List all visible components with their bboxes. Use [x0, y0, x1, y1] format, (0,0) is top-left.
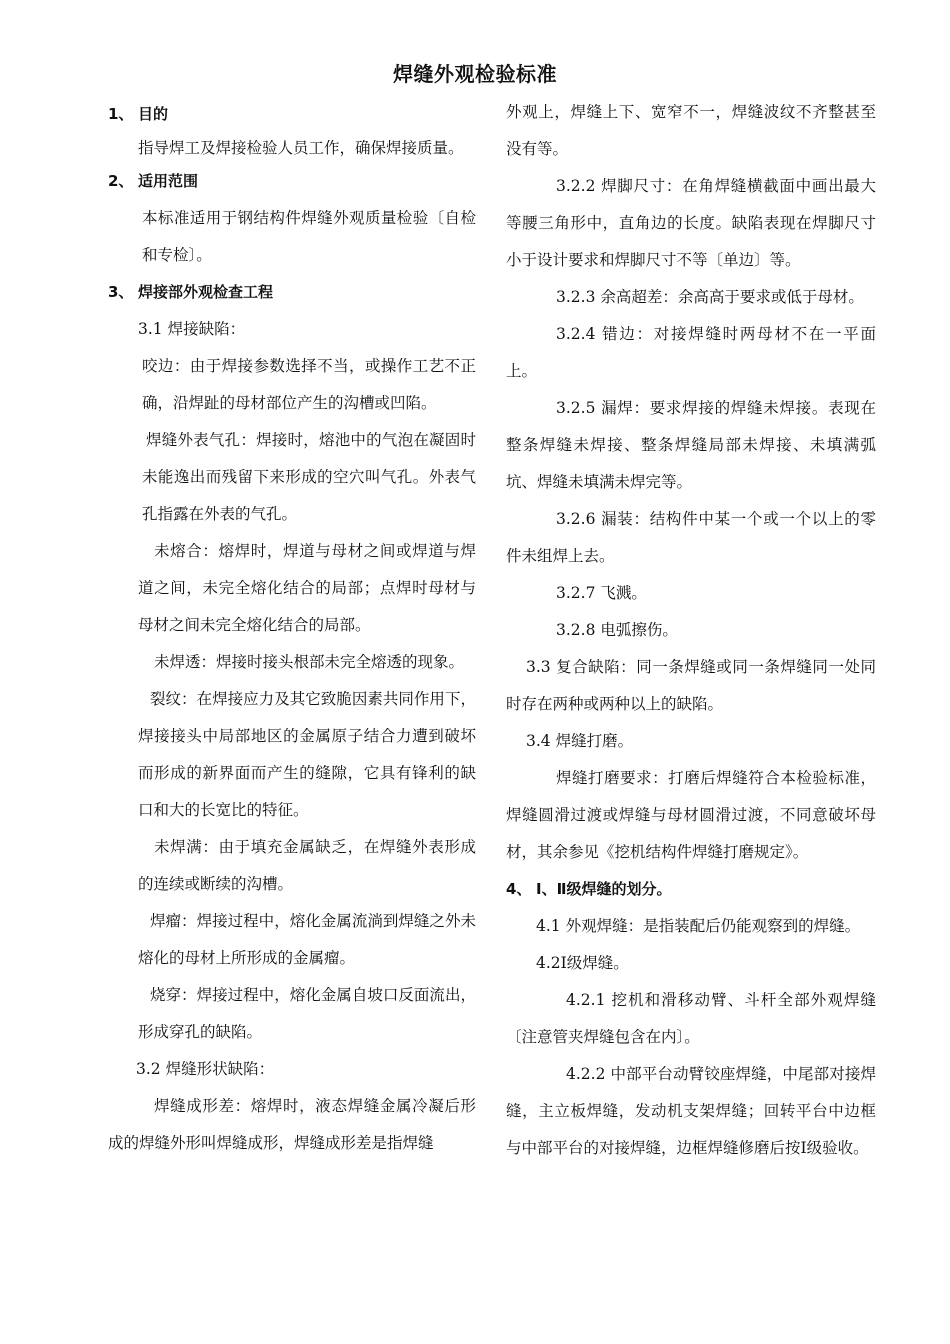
section-heading-weld-grades [506, 871, 876, 908]
item-4-2: 4.2Ⅰ级焊缝。 [536, 954, 629, 972]
item-3-2-6: 3.2.6 漏装：结构件中某一个或一个以上的零件未组焊上去。 [506, 510, 876, 565]
defect-undercut: 咬边：由于焊接参数选择不当，或操作工艺不正确，沿焊趾的母材部位产生的沟槽或凹陷。 [142, 357, 476, 412]
defect-underfill: 未焊满：由于填充金属缺乏，在焊缝外表形成的连续或断续的沟槽。 [138, 838, 476, 893]
subsection-3-3: 3.3 复合缺陷：同一条焊缝或同一条焊缝同一处同时存在两种或两种以上的缺陷。 [506, 658, 876, 713]
section-title: 目的 [138, 105, 169, 123]
item-4-1: 4.1 外观焊缝：是指装配后仍能观察到的焊缝。 [536, 917, 861, 935]
section-heading-purpose [108, 96, 476, 133]
purpose-text: 指导焊工及焊接检验人员工作，确保焊接质量。 [138, 139, 464, 157]
left-column [108, 96, 476, 1162]
defect-overlap: 焊瘤：焊接过程中，熔化金属流淌到焊缝之外未熔化的母材上所形成的金属瘤。 [138, 912, 476, 967]
section-number: 1、 [108, 105, 134, 123]
item-3-2-5: 3.2.5 漏焊：要求焊接的焊缝未焊接。表现在整条焊缝未焊接、整条焊缝局部未焊接、未填满弧坑、焊缝未填满未焊完等。 [506, 399, 876, 491]
subsection-3-1: 3.1 焊接缺陷： [138, 320, 246, 338]
item-3-2-7: 3.2.7 飞溅。 [556, 584, 647, 602]
right-column [506, 94, 876, 1167]
item-3-2-8: 3.2.8 电弧擦伤。 [556, 621, 678, 639]
subsection-3-2: 3.2 焊缝形状缺陷： [136, 1060, 275, 1078]
section-number: 3、 [108, 283, 134, 301]
section-title: Ⅰ、Ⅱ级焊缝的划分。 [536, 880, 672, 898]
defect-lack-of-penetration: 未焊透：焊接时接头根部未完全熔透的现象。 [154, 653, 465, 671]
subsection-3-4: 3.4 焊缝打磨。 [526, 732, 634, 750]
document-title: 焊缝外观检验标准 [393, 62, 557, 86]
section-heading-inspection [108, 274, 476, 311]
poor-shape-continued: 外观上，焊缝上下、宽窄不一，焊缝波纹不齐整甚至没有等。 [506, 103, 876, 158]
defect-poor-shape: 焊缝成形差：熔焊时，液态焊缝金属冷凝后形成的焊缝外形叫焊缝成形，焊缝成形差是指焊缝 [108, 1097, 476, 1152]
grinding-requirement: 焊缝打磨要求：打磨后焊缝符合本检验标准，焊缝圆滑过渡或焊缝与母材圆滑过渡，不同意破坏母材，其余参见《挖机结构件焊缝打磨规定》。 [506, 769, 876, 861]
section-heading-scope [108, 163, 476, 200]
item-4-2-2: 4.2.2 中部平台动臂铰座焊缝，中尾部对接焊缝，主立板焊缝，发动机支架焊缝；回转平台中边框与中部平台的对接焊缝，边框焊缝修磨后按Ⅰ级验收。 [506, 1065, 876, 1157]
section-title: 适用范围 [138, 172, 199, 190]
scope-text: 本标准适用于钢结构件焊缝外观质量检验〔自检和专检〕。 [142, 209, 476, 264]
item-3-2-3: 3.2.3 余高超差：余高高于要求或低于母材。 [556, 288, 864, 306]
item-3-2-2: 3.2.2 焊脚尺寸：在角焊缝横截面中画出最大等腰三角形中，直角边的长度。缺陷表现在焊脚尺寸小于设计要求和焊脚尺寸不等〔单边〕等。 [506, 177, 876, 269]
defect-porosity: 焊缝外表气孔：焊接时，熔池中的气泡在凝固时未能逸出而残留下来形成的空穴叫气孔。外表气孔指露在外表的气孔。 [142, 431, 476, 523]
defect-burn-through: 烧穿：焊接过程中，熔化金属自坡口反面流出，形成穿孔的缺陷。 [138, 986, 476, 1041]
section-number: 4、 [506, 880, 532, 898]
section-title: 焊接部外观检查工程 [138, 283, 274, 301]
defect-lack-of-fusion: 未熔合：熔焊时，焊道与母材之间或焊道与焊道之间，未完全熔化结合的局部；点焊时母材与母材之间未完全熔化结合的局部。 [138, 542, 476, 634]
defect-crack: 裂纹：在焊接应力及其它致脆因素共同作用下，焊接接头中局部地区的金属原子结合力遭到破坏而形成的新界面而产生的缝隙，它具有锋利的缺口和大的长宽比的特征。 [138, 690, 476, 819]
item-3-2-4: 3.2.4 错边：对接焊缝时两母材不在一平面上。 [506, 325, 876, 380]
section-number: 2、 [108, 172, 134, 190]
item-4-2-1: 4.2.1 挖机和滑移动臂、斗杆全部外观焊缝〔注意管夹焊缝包含在内〕。 [506, 991, 876, 1046]
